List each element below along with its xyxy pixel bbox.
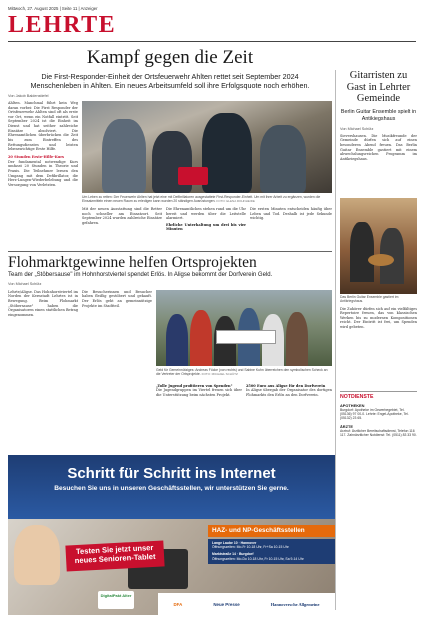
article1-byline: Von Jakob Baldenstiefel <box>8 93 49 98</box>
guitar <box>368 254 394 266</box>
sidebar-byline: Von Michael Schütz <box>340 126 374 131</box>
photo-person <box>202 113 252 193</box>
logo-haz: Hannoversche Allgemeine <box>270 601 320 607</box>
caption-credit: FOTO: ELENA ROHNHEIDE <box>216 199 255 204</box>
notdienst-aerzte-heading: ÄRZTE <box>340 423 353 429</box>
article2-byline: Von Michael Schütz <box>8 281 42 286</box>
photo-person <box>166 314 188 366</box>
article2-col4-text: In Aligse übergab der Organisator des dortigen Flohmarkts den Erlös an den Dorfverein. <box>246 388 332 398</box>
ad-title: Schritt für Schritt ins Internet <box>67 465 276 482</box>
logo-digitalpakt: DigitalPakt Alter <box>98 591 134 609</box>
section-rule <box>8 251 332 252</box>
sidebar-headline[interactable]: Gitarristen zu Gast in Lehrter Gemeinde <box>346 70 411 105</box>
defibrillator-case <box>178 167 208 185</box>
article2-body <box>8 290 332 440</box>
article2-col2: Die Besucherinnen und Besucher haben fleißig gestöbert und gekauft. Der Erlös geht an gemeinnützige Projekte im Stadtteil. <box>82 289 152 308</box>
article1-photo[interactable] <box>82 101 332 193</box>
article1-col1 <box>8 101 78 249</box>
page-topline: Mittwoch, 27. August 2025 | Seite 11 | Anzeiger <box>8 6 98 11</box>
caption-credit: FOTO: MICHAEL SCHÜTZ <box>201 372 238 377</box>
ad-address-block <box>208 539 335 564</box>
article1-col3-text: Die Ehrenamtlichen stehen rund um die Uhr bereit und werden über die Leitstelle alarmiert. <box>166 206 246 221</box>
article1-body <box>8 101 332 249</box>
article1-col3-heading: Ehrliche Unterhaltung um drei bis vier Minuten <box>166 222 246 232</box>
article1-headline[interactable]: Kampf gegen die Zeit <box>86 47 254 68</box>
caption-text: Um Leben zu retten: Der Feuerwehr Ahlten hat jetzt eine mit Defibrillatoren ausgestattete First-Responder-Einheit. Um mit ihrer Arbeit zu ergänzen, wurden die Einsatzmitteln einen neuen Raum zu erledigen kann wurden 20 ständigen Ausrüstungen. <box>82 194 321 204</box>
photo-person <box>102 119 146 193</box>
ad-locations <box>208 525 335 585</box>
article2-subhead: Team der „Stöbersause" im Hohnhorstviertel spendet Erlös. In Aligse bekommt der Dorfverein Geld. <box>8 271 273 278</box>
article2-col3-heading: „Tolle Jugend profitieren von Spenden" <box>156 383 233 388</box>
advertisement[interactable] <box>8 455 335 615</box>
photo-person <box>286 312 308 366</box>
photo-person <box>260 125 306 193</box>
ad-address-2: Marktstraße 14 · Burgdorf <box>212 552 254 557</box>
article1-photo-caption <box>82 195 332 204</box>
photo-person <box>350 222 374 282</box>
article2-col4 <box>246 384 332 440</box>
main-column <box>8 44 332 440</box>
ad-hours-1: Öffnungszeiten: Mo-Fr 10-18 Uhr, Fr+Sa 10-15 Uhr <box>212 545 289 550</box>
ad-locations-title: HAZ- und NP-Geschäftsstellen <box>208 525 335 537</box>
logo-neue-presse: Neue Presse <box>213 601 240 607</box>
article1-col1-text: Ahlten. Manchmal führt kein Weg daran vorbei: Die First Responder der Ortsfeuerwehr Ahlten sind oft als erste vor Ort, wenn ein Notfall eintritt. Seit September 2024 ist die Einheit im Dienst und hat seither zahlreiche Einsätze absolviert. Die Ehrenamtlichen überbrücken die Zeit bis zum Eintreffen des Rettungsdienstes und leisten lebenswichtige Erste Hilfe. <box>8 100 78 152</box>
article2-col3 <box>156 384 242 440</box>
article2-col3-text: Die Jugendgruppen im Viertel freuen sich über die Unterstützung beim nächsten Projekt. <box>156 388 242 398</box>
donation-check <box>216 330 276 344</box>
photo-person <box>14 525 60 585</box>
article1-subhead: Die First-Responder-Einheit der Ortsfeuerwehr Ahlten rettet seit September 2024 Menschenleben in Ahlten. Ein neues Arbeitsumfeld soll ihre Erfolgsquote noch erhöhen. <box>30 71 310 90</box>
article2-photo[interactable] <box>156 290 332 366</box>
article2-headline[interactable]: Flohmarktgewinne helfen Ortsprojekten <box>8 253 257 271</box>
photo-person <box>190 310 212 366</box>
sidebar <box>340 44 417 438</box>
article2-col4-heading: 2500 Euro aus Aligse für den Dorfverein <box>246 383 326 388</box>
sidebar-subhead: Berlin Guitar Ensemble spielt in Antikiegshaus <box>340 108 417 122</box>
notdienst-heading: NOTDIENSTE <box>340 391 417 400</box>
ad-address-1: Lange Laube 10 · Hannover <box>212 540 257 545</box>
sidebar-text-2: Die Zuhörer dürfen sich auf ein vielfältiges Repertoire freuen, das von klassischen Werken bis zu modernen Kompositionen reicht. Der Eintritt ist frei, um Spenden wird gebeten. <box>340 306 417 330</box>
caption-text: Geld für Gemeinnütziges: Andreas Föcke (von rechts) und Sabine Kuhn überreichen den symbolischen Scheck an die Vertreter der Ortsprojekte. <box>156 367 328 377</box>
article1-box-heading: 20 Stunden Erste-Hilfe-Kurs <box>8 154 65 159</box>
logo-dfa: DFA <box>173 601 183 607</box>
notdienst-apotheken-heading: APOTHEKEN <box>340 402 365 408</box>
sidebar-photo-caption: Das Berlin Guitar Ensemble gastiert im Antikriegshaus. <box>340 294 399 304</box>
ad-subtitle: Besuchen Sie uns in unseren Geschäftsstellen, wir unterstützen Sie gerne. <box>54 485 289 492</box>
column-divider <box>335 70 336 610</box>
article2-col1: Lehrte/Aligse. Das Hohnhorstviertel im Norden der Kernstadt Lehrtes ist in Bewegung. Beim Flohmarkt „Stöbersause" haben die Organisatoren einen stattlichen Betrag eingenommen. <box>8 289 78 317</box>
article1-col3 <box>166 207 246 249</box>
sidebar-photo[interactable] <box>340 198 417 294</box>
ad-hours-2: Öffnungszeiten: Mo-Do 10-18 Uhr, Fr 10-15 Uhr, Sa 9-14 Uhr <box>212 556 304 561</box>
article1-col2: Mit der neuen Ausstattung sind die Retter noch schneller am Einsatzort. Seit September 2024 wurden zahlreiche Einsätze gefahren. <box>82 206 162 225</box>
sidebar-text: Sievershausen. Die Musikfreunde der Gemeinde dürfen sich auf einen besonderen Abend freuen. Das Berlin Guitar Ensemble gastiert mit einem abwechslungsreichen Programm im Antikriegshaus. <box>340 133 417 161</box>
section-masthead: LEHRTE <box>8 12 117 38</box>
article1-col1-more: Der fundamental notwendige Kurs umfasst 20 Stunden in Theorie und Praxis. Die Teilnehmer lernen den Umgang mit dem Defibrillator, die Herz-Lungen-Wiederbelebung und die Versorgung von Verletzten. <box>8 159 78 187</box>
notdienst-aerzte-text: Arztruf: Ärztlicher Bereitschaftsdienst, Telefon 116 117. Zahnärztlicher Notdienst: Tel. (0511) 83 33 90. <box>340 428 417 438</box>
article2-photo-caption <box>156 368 332 377</box>
article1-col4: Die ersten Minuten entscheiden häufig über Leben und Tod. Deshalb ist jede Sekunde wichtig. <box>250 206 332 221</box>
notdienst-apotheken-text: Burgdorf: Apotheke im Gewerbegebiet, Tel. (05136) 97 00-0. Lehrte: Engel-Apotheke, Tel. (05132) 23 65. <box>340 407 409 421</box>
ad-logo-strip <box>158 593 335 615</box>
masthead-rule <box>8 41 416 42</box>
ad-cta-banner[interactable]: Testen Sie jetzt unser neues Senioren-Tablet <box>65 540 164 571</box>
